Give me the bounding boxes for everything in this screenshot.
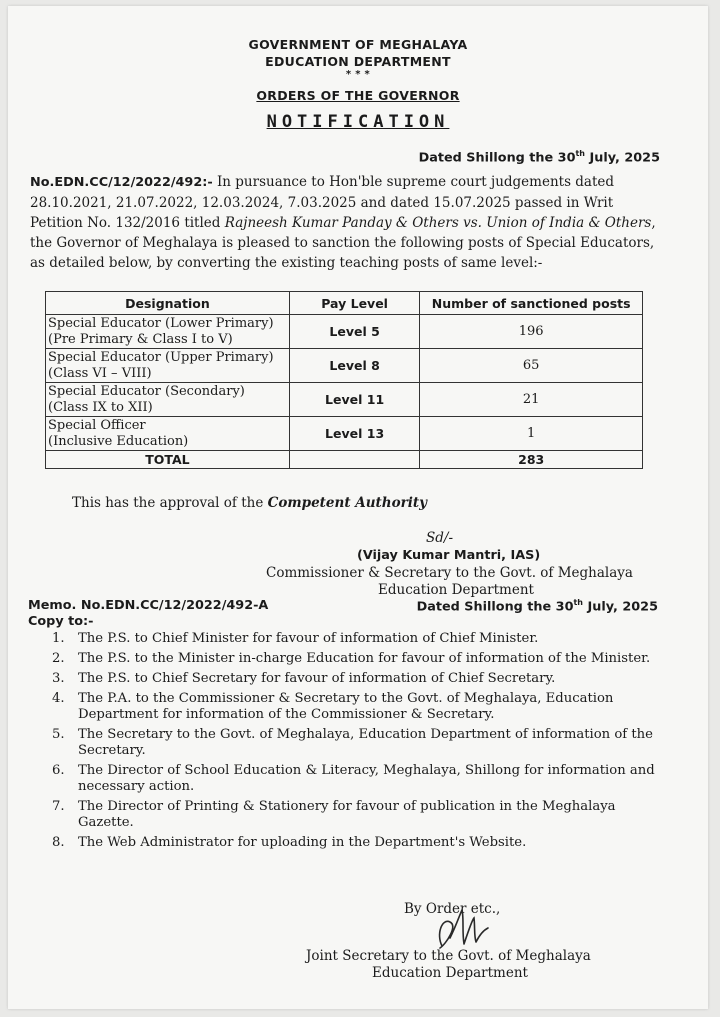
sd-mark: Sd/- — [426, 530, 453, 546]
designation-line-2: (Class IX to XII) — [48, 399, 153, 415]
pay-level-cell: Level 11 — [289, 383, 420, 417]
list-item — [30, 835, 670, 851]
header-pay-level: Pay Level — [289, 292, 420, 315]
designation-line-1: Special Educator (Lower Primary) — [48, 315, 274, 331]
document-page — [8, 6, 708, 1009]
writ-petition-title: Rajneesh Kumar Panday & Others vs. Union of India & Others — [224, 215, 652, 231]
posts-cell: 65 — [420, 349, 643, 383]
designation-line-1: Special Officer — [48, 417, 146, 433]
list-text: The Director of Printing & Stationery for favour of publication in the Meghalaya Gazette. — [78, 799, 616, 830]
designation-line-2: (Class VI – VIII) — [48, 365, 152, 381]
list-text: The Secretary to the Govt. of Meghalaya, Education Department of information of the Secretary. — [78, 727, 653, 758]
footer-designation: Joint Secretary to the Govt. of Meghalaya — [306, 948, 591, 964]
by-order: By Order etc., — [404, 901, 501, 917]
signatory-designation: Commissioner & Secretary to the Govt. of Meghalaya — [266, 565, 633, 581]
list-number: 3. — [52, 671, 65, 686]
order-paragraph — [30, 172, 670, 273]
total-value: 283 — [420, 451, 643, 469]
date-prefix: Dated Shillong the 30 — [418, 150, 576, 166]
list-item — [30, 727, 670, 759]
copy-list — [30, 631, 670, 855]
paragraph-line-1: In pursuance to Hon'ble supreme court judgements dated — [212, 174, 615, 190]
paragraph-line-4: the Governor of Meghalaya is pleased to sanction the following posts of Special Educators, — [30, 235, 655, 251]
total-empty — [289, 451, 420, 469]
list-number: 1. — [52, 631, 65, 646]
list-item — [30, 763, 670, 795]
designation-cell — [46, 315, 290, 349]
list-number: 5. — [52, 727, 65, 742]
designation-line-2: (Inclusive Education) — [48, 433, 189, 449]
order-number: No.EDN.CC/12/2022/492:- — [30, 175, 213, 190]
list-text: The P.S. to Chief Secretary for favour of information of Chief Secretary. — [78, 671, 556, 686]
competent-authority: Competent Authority — [267, 495, 427, 511]
notification-title: NOTIFICATION — [266, 112, 450, 132]
posts-cell: 1 — [420, 417, 643, 451]
posts-cell: 21 — [420, 383, 643, 417]
sanctioned-posts-table — [45, 291, 643, 469]
department-heading: EDUCATION DEPARTMENT — [265, 54, 451, 69]
memo-number: Memo. No.EDN.CC/12/2022/492-A — [28, 598, 269, 613]
list-number: 4. — [52, 691, 65, 706]
table-total-row — [46, 451, 643, 469]
designation-cell — [46, 417, 290, 451]
date-suffix: July, 2025 — [585, 150, 660, 166]
copy-to-label: Copy to:- — [28, 614, 94, 629]
list-item — [30, 631, 670, 647]
designation-cell — [46, 349, 290, 383]
memo-date-th: th — [573, 598, 583, 607]
paragraph-line-5: as detailed below, by converting the existing teaching posts of same level:- — [30, 255, 543, 271]
designation-line-1: Special Educator (Secondary) — [48, 383, 245, 399]
memo-date-prefix: Dated Shillong the 30 — [416, 599, 574, 615]
list-item — [30, 799, 670, 831]
table-header-row — [46, 292, 643, 315]
list-text: The Web Administrator for uploading in the Department's Website. — [78, 835, 527, 850]
list-item — [30, 691, 670, 723]
total-label: TOTAL — [46, 451, 290, 469]
table-row — [46, 417, 643, 451]
signatory-name: (Vijay Kumar Mantri, IAS) — [357, 548, 541, 563]
header-sanctioned-posts: Number of sanctioned posts — [420, 292, 643, 315]
designation-cell — [46, 383, 290, 417]
pay-level-cell: Level 5 — [289, 315, 420, 349]
government-heading: GOVERNMENT OF MEGHALAYA — [248, 37, 468, 52]
list-number: 6. — [52, 763, 65, 778]
designation-line-2: (Pre Primary & Class I to V) — [48, 331, 233, 347]
list-text: The P.S. to Chief Minister for favour of information of Chief Minister. — [78, 631, 539, 646]
signatory-department: Education Department — [378, 582, 534, 598]
table-row — [46, 315, 643, 349]
list-item — [30, 651, 670, 667]
memo-date — [417, 598, 658, 614]
notification-date — [419, 149, 660, 165]
list-text: The P.A. to the Commissioner & Secretary to the Govt. of Meghalaya, Education Department for information of the Commissioner & Secretary. — [78, 691, 614, 722]
list-number: 2. — [52, 651, 65, 666]
pay-level-cell: Level 13 — [289, 417, 420, 451]
date-suffix-th: th — [575, 149, 585, 158]
header-designation: Designation — [46, 292, 290, 315]
paragraph-line-3b: , — [651, 215, 656, 231]
approval-text: This has the approval of the — [72, 495, 268, 511]
approval-line — [72, 495, 427, 511]
table-row — [46, 349, 643, 383]
table-row — [46, 383, 643, 417]
designation-line-1: Special Educator (Upper Primary) — [48, 349, 274, 365]
orders-heading: ORDERS OF THE GOVERNOR — [256, 88, 460, 103]
pay-level-cell: Level 8 — [289, 349, 420, 383]
footer-department: Education Department — [372, 965, 528, 981]
list-item — [30, 671, 670, 687]
list-number: 8. — [52, 835, 65, 850]
paragraph-line-3a: Petition No. 132/2016 titled — [30, 215, 225, 231]
stars-divider: * * * — [345, 69, 371, 80]
list-number: 7. — [52, 799, 65, 814]
posts-cell: 196 — [420, 315, 643, 349]
paragraph-line-2: 28.10.2021, 21.07.2022, 12.03.2024, 7.03.2025 and dated 15.07.2025 passed in Writ — [30, 195, 614, 211]
list-text: The Director of School Education & Literacy, Meghalaya, Shillong for information and necessary action. — [78, 763, 655, 794]
list-text: The P.S. to the Minister in-charge Education for favour of information of the Minister. — [78, 651, 651, 666]
memo-date-suffix: July, 2025 — [583, 599, 658, 615]
